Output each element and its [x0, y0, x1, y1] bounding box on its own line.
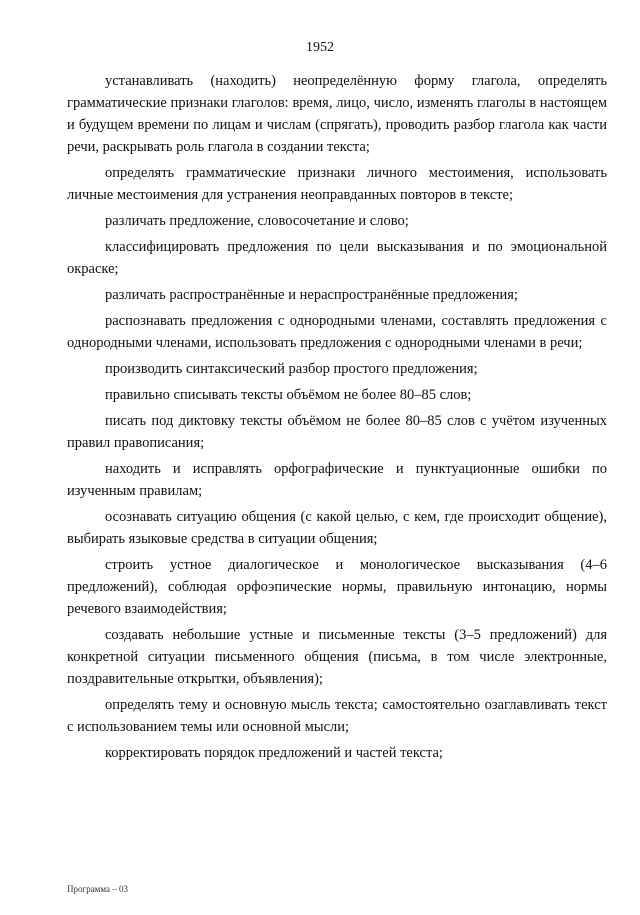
page-number: 1952	[306, 40, 334, 55]
paragraph: создавать небольшие устные и письменные тексты (3–5 предложений) для конкретной ситуации письменного общения (письма, в том числе электронные, поздравительные открытки, объявления);	[67, 627, 607, 687]
paragraph: производить синтаксический разбор простого предложения;	[105, 361, 478, 377]
paragraph: осознавать ситуацию общения (с какой целью, с кем, где происходит общение), выбирать языковые средства в ситуации общения;	[67, 509, 607, 547]
paragraph: различать распространённые и нераспространённые предложения;	[105, 287, 518, 303]
paragraph: корректировать порядок предложений и частей текста;	[105, 745, 443, 761]
paragraph: строить устное диалогическое и монологическое высказывания (4–6 предложений), соблюдая орфоэпические нормы, правильную интонацию, нормы речевого взаимодействия;	[67, 557, 607, 617]
paragraph: писать под диктовку тексты объёмом не более 80–85 слов с учётом изученных правил правописания;	[67, 413, 607, 451]
paragraph: определять грамматические признаки личного местоимения, использовать личные местоимения для устранения неоправданных повторов в тексте;	[67, 165, 607, 203]
paragraph: находить и исправлять орфографические и пунктуационные ошибки по изученным правилам;	[67, 461, 607, 499]
document-body	[67, 70, 607, 768]
page-footer: Программа – 03	[67, 884, 129, 894]
paragraph: классифицировать предложения по цели высказывания и по эмоциональной окраске;	[67, 239, 607, 277]
paragraph: различать предложение, словосочетание и слово;	[105, 213, 409, 229]
paragraph: правильно списывать тексты объёмом не более 80–85 слов;	[105, 387, 472, 403]
paragraph: распознавать предложения с однородными членами, составлять предложения с однородными членами, использовать предложения с однородными членами в речи;	[67, 313, 607, 351]
paragraph: определять тему и основную мысль текста; самостоятельно озаглавливать текст с использованием темы или основной мысли;	[67, 697, 607, 735]
paragraph: устанавливать (находить) неопределённую форму глагола, определять грамматические признаки глаголов: время, лицо, число, изменять глаголы в настоящем и будущем времени по лицам и числам (спрягать), проводить разбор глагола как части речи, раскрывать роль глагола в создании текста;	[67, 73, 607, 155]
